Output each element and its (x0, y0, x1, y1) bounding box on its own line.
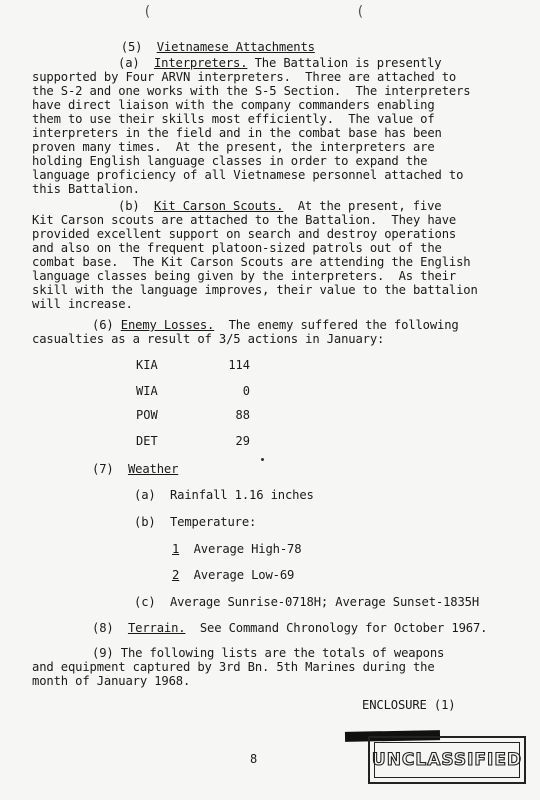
section5a-line: language proficiency of all Vietnamese personnel attached to (32, 168, 464, 182)
section5-title: Vietnamese Attachments (156, 40, 315, 54)
section5b-label: (b) (118, 199, 140, 213)
section5b-first-rest: At the present, five (283, 199, 442, 213)
section5b-line: will increase. (32, 297, 133, 311)
section5a-line: this Battalion. (32, 182, 140, 196)
casualty-value: 114 (228, 358, 250, 372)
section5b-first-line (118, 199, 441, 213)
section7a-label: (a) (134, 488, 156, 502)
casualty-label: WIA (136, 384, 158, 398)
section7c-label: (c) (134, 595, 156, 609)
page-number: 8 (250, 752, 258, 766)
section5b-line: skill with the language improves, their value to the battalion (32, 283, 478, 297)
casualty-label: DET (136, 434, 158, 448)
classification-stamp-text: UNCLASSIFIED (371, 750, 523, 770)
section6-line: casualties as a result of 3/5 actions in January: (32, 332, 385, 346)
section5b-line: language classes being given by the interpreters. As their (32, 269, 457, 283)
section5a-line: proven many times. At the present, the interpreters are (32, 140, 435, 154)
section5b-line: provided excellent support on search and destroy operations (32, 227, 457, 241)
margin-mark-left: ( (143, 4, 152, 20)
enclosure-label: ENCLOSURE (1) (362, 698, 456, 712)
section5a-heading: Interpreters. (153, 56, 248, 70)
classification-stamp (368, 736, 526, 784)
section5a-label: (a) (118, 56, 140, 70)
section5a-line: have direct liaison with the company commanders enabling (32, 98, 435, 112)
section5b-line: and also on the frequent platoon-sized patrols out of the (32, 241, 442, 255)
section7-heading (92, 462, 178, 476)
section5a-line: supported by Four ARVN interpreters. Three are attached to (32, 70, 457, 84)
section5a-line: the S-2 and one works with the S-5 Section. The interpreters (32, 84, 471, 98)
section7a-line (134, 488, 314, 502)
section7b1-text: Average High-78 (193, 542, 302, 556)
section6-first-rest: The enemy suffered the following (214, 318, 459, 332)
section7-number: (7) (92, 462, 114, 476)
section5-number: (5) (120, 40, 143, 54)
section7b1-line (172, 542, 301, 556)
section7c-text: Average Sunrise-0718H; Average Sunset-1835H (169, 595, 479, 609)
section7b-text: Temperature: (169, 515, 257, 529)
casualty-value: 0 (242, 384, 250, 398)
section9-line: month of January 1968. (32, 674, 191, 688)
section7b1-number: 1 (172, 542, 180, 556)
section5a-first-rest: The Battalion is presently (247, 56, 442, 70)
casualty-value: 29 (235, 434, 250, 448)
section7b-line (134, 515, 256, 529)
section5b-line: Kit Carson scouts are attached to the Battalion. They have (32, 213, 457, 227)
section8-number: (8) (92, 621, 114, 635)
section6-first-line (92, 318, 459, 332)
section7a-text: Rainfall 1.16 inches (169, 488, 314, 502)
classification-stamp-inner (371, 742, 523, 778)
section9-first: The following lists are the totals of weapons (113, 646, 445, 660)
section7-title: Weather (127, 462, 179, 476)
section8-line (92, 621, 487, 635)
casualty-value: 88 (235, 408, 250, 422)
section8-text: See Command Chronology for October 1967. (185, 621, 488, 635)
section7b2-number: 2 (172, 568, 180, 582)
section9-line: and equipment captured by 3rd Bn. 5th Marines during the (32, 660, 435, 674)
section9-first-line (92, 646, 444, 660)
section5b-line: combat base. The Kit Carson Scouts are attending the English (32, 255, 471, 269)
section5a-line: them to use their skills most efficiently. The value of (32, 112, 435, 126)
margin-mark-right: ( (356, 4, 365, 20)
section6-heading: Enemy Losses. (120, 318, 215, 332)
ink-speck (261, 458, 264, 461)
casualty-label: KIA (136, 358, 158, 372)
section5a-first-line (118, 56, 441, 70)
section6-number: (6) (92, 318, 114, 332)
section8-heading: Terrain. (127, 621, 186, 635)
section7b-label: (b) (134, 515, 156, 529)
section5b-heading: Kit Carson Scouts. (153, 199, 284, 213)
section5a-line: interpreters in the field and in the combat base has been (32, 126, 442, 140)
section7b2-text: Average Low-69 (193, 568, 295, 582)
section9-number: (9) (92, 646, 114, 660)
section7b2-line (172, 568, 294, 582)
section5a-line: holding English language classes in order to expand the (32, 154, 428, 168)
section7c-line (134, 595, 479, 609)
casualty-label: POW (136, 408, 158, 422)
